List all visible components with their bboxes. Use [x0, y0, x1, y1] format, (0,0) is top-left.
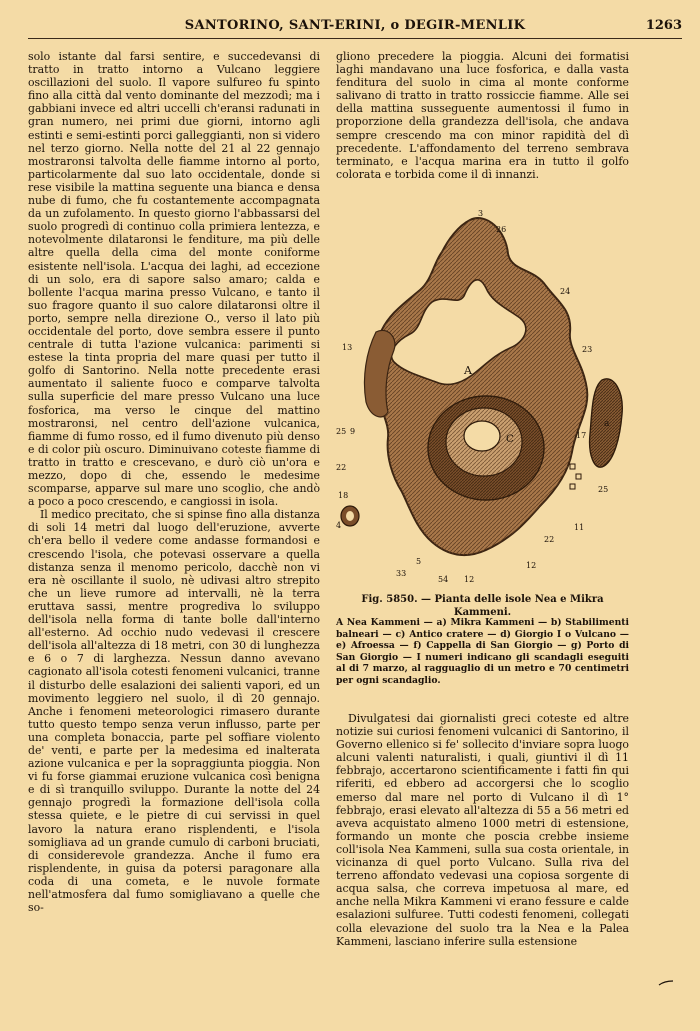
page-number: 1263 — [645, 18, 682, 33]
map-label: 18 — [338, 491, 349, 500]
map-label: 22 — [544, 535, 555, 544]
figure-caption: Fig. 5850. — Pianta delle isole Nea e Mikra Kammeni. — [361, 594, 604, 618]
right-column-bottom — [336, 712, 629, 948]
running-title: SANTORINO, SANT-ERINI, o DEGIR-MENLIK — [184, 18, 526, 33]
map-label: 17 — [576, 431, 587, 440]
map-label: 23 — [582, 345, 593, 354]
map-label: 24 — [560, 287, 571, 296]
right-column-top — [336, 50, 629, 181]
body-paragraph: solo istante dal farsi sentire, e succedevansi di tratto in tratto intorno a Vulcano leggiere oscillazioni del suolo. Il vapore sulfureo fu spinto fino alla città dal vento dominante del mezzodì; ma i gabbiani invece ed altri uccelli ch'eransi radunati in gran numero, nei primi due giorni, intorno agli estinti e semi-estinti porci galleggianti, non si videro nel terzo giorno. Nella notte del 21 al 22 gennajo mostraronsi talvolta delle fiamme intorno al porto, particolarmente dal suo lato occidentale, donde si rese visibile la mattina seguente una bianca e densa nube di fumo, che fu costantemente accompagnata da un zufolamento. In questo giorno l'abbassarsi del suolo progredì di continuo colla primiera lentezza, e notevolmente dilataronsi le fenditure, ma più delle altre quella della cima del monte coniforme esistente nell'isola. L'acqua dei laghi, ad eccezione di un solo, era di sapore salso amaro; calda e bollente l'acqua marina presso Vulcano, e tanto il suo fragore quanto il suo calore dilataronsi oltre il porto, sempre nella direzione O., verso il lato più occidentale del porto, dove sembra essere il punto centrale di tutta l'azione vulcanica: parimenti si estese la tinta propria del mare quasi per tutto il golfo di Santorino. Nella notte precedente erasi aumentato il saliente fuoco e comparve talvolta sulla superficie del mare presso Vulcano una luce fosforica, ma verso le cinque del mattino mostraronsi, nel centro dell'azione vulcanica, fiamme di fumo rosso, ed il fumo divenuto più denso e di color più oscuro. Diminuivano coteste fiamme di tratto in tratto e crescevano, e durò ciò un'ora e mezzo, dopo di che, essendo le medesime scomparse, apparve sul mare uno scoglio, che andò a poco a poco crescendo, e cangiossi in isola. — [28, 50, 320, 509]
map-label: 12 — [464, 575, 475, 584]
body-paragraph: gliono precedere la pioggia. Alcuni dei formatisi laghi mandavano una luce fosforica, e dalla vasta fenditura del suolo in cima al monte conforme salivano di tratto in tratto rossiccie fiamme. Alle sei della mattina susseguente aumentossi il fumo in proporzione della grandezza dell'isola, che andava sempre crescendo ma con minor rapidità del dì precedente. L'affondamento del terreno sembrava terminato, e l'acqua marina era in tutto il golfo colorata e torbida come il dì innanzi. — [336, 50, 629, 181]
map-label: C — [506, 434, 514, 445]
body-paragraph: Il medico precitato, che si spinse fino alla distanza di soli 14 metri dal luogo dell'eruzione, avverte ch'era bello il vedere come andasse formandosi e crescendo l'isola, che potevasi osservare a quella distanza senza il menomo pericolo, dacchè non vi era nè oscillante il suolo, nè udivasi altro strepito che un lieve rumore ad intervalli, nè la terra eruttava sassi, mentre progrediva lo sviluppo dell'isola nella forma di tante bolle dall'interno all'esterno. Ad occhio nudo vedevasi il crescere dell'isola all'altezza di 18 metri, con 30 di lunghezza e 6 o 7 di larghezza. Nessun danno avevano cagionato all'isola cotesti fenomeni vulcanici, tranne il disturbo delle esalazioni dei salienti vapori, ed un movimento leggiero nel suolo, il dì 20 gennajo. Anche i fenomeni meteorologici rimasero durante tutto questo tempo senza verun influsso, parte per una completa bonaccia, parte pel soffiare violento de' venti, e parte per la medesima ed inalterata azione vulcanica e per la sopraggiunta pioggia. Non vi fu forse giammai eruzione vulcanica così benigna e di sì tranquillo sviluppo. Durante la notte del 24 gennajo progredì la formazione dell'isola colla stessa quiete, e le pietre di cui servissi in quel lavoro la natura erano risplendenti, e l'isola somigliava ad un grande cumulo di carboni bruciati, di considerevole grandezza. Anche il fumo era risplendente, in guisa da potersi paragonare alla coda di una cometa, e le nuvole formate nell'atmosfera dal fumo somigliavano a quelle che so- — [28, 508, 320, 915]
map-label: 3 — [478, 209, 484, 218]
map-label: 25 — [598, 485, 609, 494]
island-map-illustration — [336, 202, 629, 590]
bathing-establishments — [570, 464, 575, 469]
map-label: 9 — [350, 427, 356, 436]
map-label: 4 — [336, 521, 342, 530]
pen-mark-icon — [658, 980, 674, 986]
page-header — [28, 18, 682, 39]
map-label: 33 — [396, 569, 407, 578]
body-paragraph: Divulgatesi dai giornalisti greci coteste ed altre notizie sui curiosi fenomeni vulcanici di Santorino, il Governo ellenico si fe' sollecito d'inviare sopra luogo alcuni valenti naturalisti, i quali, giuntivi il dì 11 febbrajo, accertarono scientificamente i fatti fin qui riferiti, ed ebbero ad accorgersi che lo scoglio emerso dal mare nel porto di Vulcano il dì 1° febbrajo, erasi elevato all'altezza di 55 a 56 metri ed aveva acquistato almeno 1000 metri di estensione, formando un monte che poscia crebbe insieme coll'isola Nea Kammeni, sulla sua costa orientale, in vicinanza di quel porto Vulcano. Sulla riva del terreno affondato vedevasi una copiosa sorgente di acqua salsa, che correva impetuosa al mare, ed anche nella Mikra Kammeni vi erano fessure e calde esalazioni sulfuree. Tutti codesti fenomeni, collegati colla elevazione del suolo tra la Nea e la Palea Kammeni, lasciano inferire sulla estensione — [336, 712, 629, 948]
map-label: 26 — [496, 225, 507, 234]
map-label: A — [464, 364, 472, 377]
crater-center — [464, 421, 500, 451]
map-label: 13 — [342, 343, 353, 352]
map-label: 25 — [336, 427, 347, 436]
map-label: 54 — [438, 575, 449, 584]
map-label: 11 — [574, 523, 585, 532]
left-column — [28, 50, 320, 914]
figure-legend: A Nea Kammeni — a) Mikra Kammeni — b) Stabilimenti balneari — c) Antico cratere — d) Giorgio I o Vulcano — e) Afroessa — f) Cappella di San Giorgio — g) Porto di San Giorgio — I numeri indicano gli scandagli eseguiti al di 7 marzo, al ragguaglio di un metro e 70 centimetri per ogni scandaglio. — [336, 617, 629, 686]
island-map-figure — [336, 202, 629, 590]
map-label: 22 — [336, 463, 347, 472]
map-label: 5 — [416, 557, 422, 566]
map-label: 12 — [526, 561, 537, 570]
map-label: a — [604, 419, 610, 429]
